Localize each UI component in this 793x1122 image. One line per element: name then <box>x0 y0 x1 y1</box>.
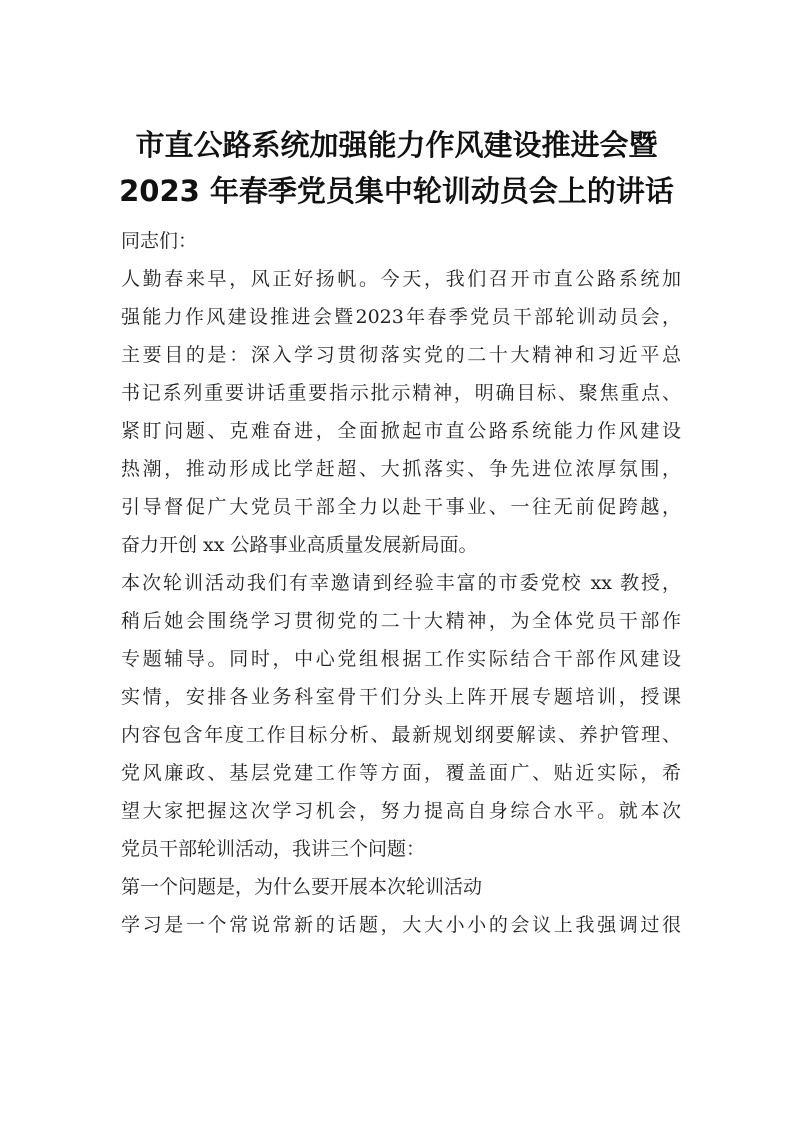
paragraph-1-line-7: 引导督促广大党员干部全力以赴干事业、一往无前促跨越， <box>121 496 681 518</box>
paragraph-2-line-2: 稍后她会围绕学习贯彻党的二十大精神，为全体党员干部作 <box>121 610 681 632</box>
paragraph-1-line-6: 热潮，推动形成比学赶超、大抓落实、争先进位浓厚氛围， <box>121 458 681 480</box>
document-title-line-1: 市直公路系统加强能力作风建设推进会暨 <box>135 128 658 162</box>
paragraph-2-line-1: 本次轮训活动我们有幸邀请到经验丰富的市委党校 xx 教授， <box>121 572 681 594</box>
paragraph-1-line-5: 紧盯问题、克难奋进，全面掀起市直公路系统能力作风建设 <box>121 420 681 442</box>
document-title-line-2: 2023 年春季党员集中轮训动员会上的讲话 <box>119 174 674 208</box>
paragraph-1-line-2: 强能力作风建设推进会暨2023年春季党员干部轮训动员会， <box>121 306 681 328</box>
paragraph-3-line-1: 学习是一个常说常新的话题，大大小小的会议上我强调过很 <box>121 914 681 936</box>
paragraph-1-line-3: 主要目的是：深入学习贯彻落实党的二十大精神和习近平总 <box>121 344 681 366</box>
section-heading-1: 第一个问题是，为什么要开展本次轮训活动 <box>121 876 483 898</box>
document-body <box>121 222 681 944</box>
paragraph-1-line-8: 奋力开创 xx 公路事业高质量发展新局面。 <box>121 534 478 556</box>
paragraph-2-line-6: 党风廉政、基层党建工作等方面，覆盖面广、贴近实际，希 <box>121 762 681 784</box>
paragraph-2-line-5: 内容包含年度工作目标分析、最新规划纲要解读、养护管理、 <box>121 724 681 746</box>
salutation: 同志们： <box>121 230 198 252</box>
paragraph-1-line-4: 书记系列重要讲话重要指示批示精神，明确目标、聚焦重点、 <box>121 382 681 404</box>
paragraph-2-line-3: 专题辅导。同时，中心党组根据工作实际结合干部作风建设 <box>121 648 681 670</box>
paragraph-2-line-4: 实情，安排各业务科室骨干们分头上阵开展专题培训，授课 <box>121 686 681 708</box>
paragraph-1-line-1: 人勤春来早，风正好扬帆。今天，我们召开市直公路系统加 <box>121 268 681 290</box>
paragraph-2-line-7: 望大家把握这次学习机会，努力提高自身综合水平。就本次 <box>121 800 681 822</box>
paragraph-2-line-8: 党员干部轮训活动，我讲三个问题： <box>121 838 426 860</box>
